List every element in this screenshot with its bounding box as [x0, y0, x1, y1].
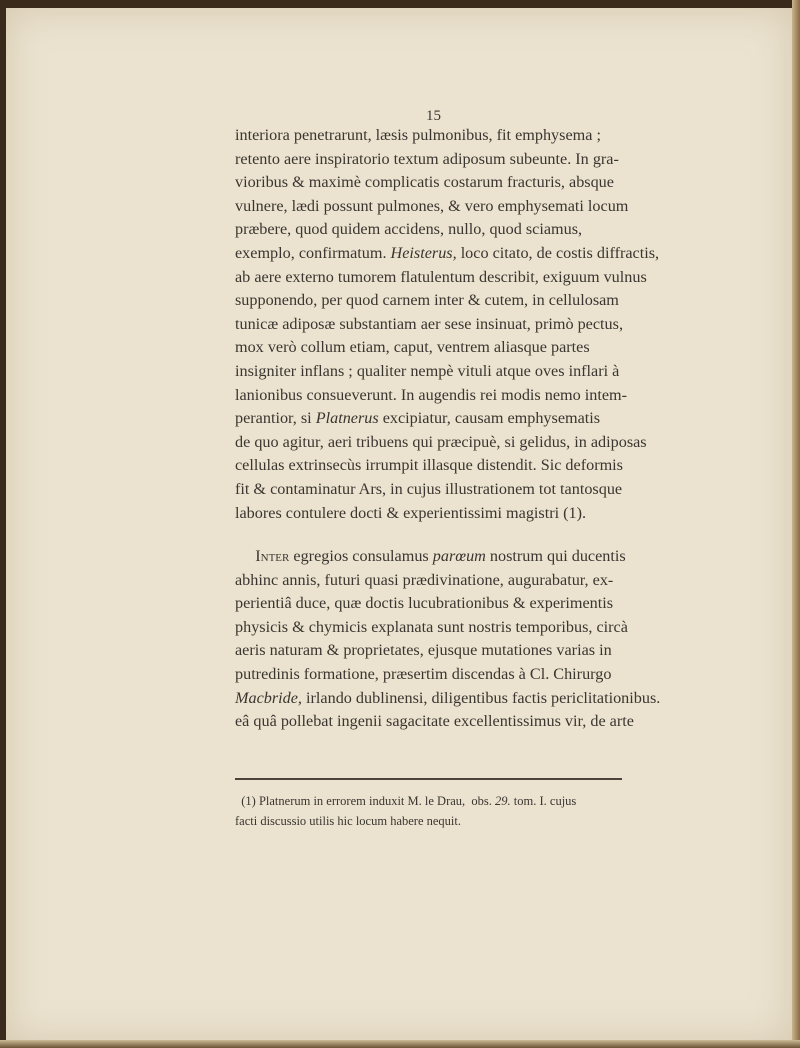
- text-line: lanionibus consueverunt. In augendis rei modis nemo intem-: [235, 385, 628, 404]
- author-name: Platnerus: [315, 409, 379, 428]
- text-span: irlando dublinensi, diligentibus factis periclitationibus.: [306, 688, 661, 707]
- text-line: abhinc annis, futuri quasi prædivinatione, augurabatur, ex-: [235, 570, 614, 589]
- footnote-number: 29.: [495, 794, 511, 808]
- text-line: aeris naturam & proprietates, ejusque mutationes varias in: [235, 641, 612, 660]
- text-line: fit & contaminatur Ars, in cujus illustrationem tot tantosque: [235, 479, 623, 498]
- text-span: tom. I. cujus: [513, 794, 577, 808]
- text-span: exemplo, confirmatum.: [235, 243, 387, 262]
- author-name: Macbride,: [235, 688, 302, 707]
- text-line: tunicæ adiposæ substantiam aer sese insinuat, primò pectus,: [235, 314, 623, 333]
- text-line: insigniter inflans ; qualiter nempè vituli atque oves inflari à: [235, 361, 620, 380]
- page-edge-bottom: [0, 1040, 800, 1048]
- text-line: putredinis formatione, præsertim discendas à Cl. Chirurgo: [235, 665, 612, 684]
- text-line: eâ quâ pollebat ingenii sagacitate excellentissimus vir, de arte: [235, 712, 634, 731]
- text-line: supponendo, per quod carnem inter & cutem, in cellulosam: [235, 291, 619, 310]
- text-line: mox verò collum etiam, caput, ventrem aliasque partes: [235, 338, 590, 357]
- text-span: loco citato, de costis diffractis,: [460, 243, 660, 262]
- text-line: [235, 242, 660, 266]
- text-span: egregios consulamus: [293, 547, 429, 566]
- author-name: parœum: [432, 547, 486, 566]
- text-line: cellulas extrinsecùs irrumpit illasque distendit. Sic deformis: [235, 456, 623, 475]
- text-line: de quo agitur, aeri tribuens qui præcipuè, si gelidus, in adiposas: [235, 432, 647, 451]
- author-name: Heisterus,: [390, 243, 457, 262]
- text-line: [235, 545, 626, 569]
- paragraph-gap: [235, 525, 620, 545]
- text-line: perientiâ duce, quæ doctis lucubrationibus & experimentis: [235, 594, 614, 613]
- text-line: vulnere, lædi possunt pulmones, & vero emphysemati locum: [235, 196, 629, 215]
- text-line: præbere, quod quidem accidens, nullo, quod sciamus,: [235, 220, 583, 239]
- footnote-rule: [235, 778, 622, 780]
- text-line: interiora penetrarunt, læsis pulmonibus, fit emphysema ;: [235, 126, 601, 144]
- text-line: labores contulere docti & experientissimi magistri (1).: [235, 503, 587, 522]
- text-line: vioribus & maximè complicatis costarum fracturis, absque: [235, 173, 614, 192]
- footnote-line: [235, 792, 622, 812]
- paragraph-lead: Inter: [255, 547, 290, 566]
- text-span: excipiatur, causam emphysematis: [382, 409, 601, 428]
- main-text: [235, 124, 661, 734]
- page-edge-right: [792, 0, 800, 1048]
- footnote-line: facti discussio utilis hic locum habere nequit.: [235, 813, 461, 828]
- text-span: (1) Platnerum in errorem induxit M. le Drau,: [241, 794, 466, 808]
- text-line: retento aere inspiratorio textum adiposum subeunte. In gra-: [235, 149, 619, 168]
- book-page: [6, 8, 792, 1042]
- text-line: ab aere externo tumorem flatulentum describit, exiguum vulnus: [235, 267, 647, 286]
- text-span: nostrum qui ducentis: [489, 547, 626, 566]
- page-number: 15: [426, 108, 441, 124]
- text-line: [235, 407, 620, 431]
- footnote: [235, 792, 622, 831]
- text-line: physicis & chymicis explanata sunt nostris temporibus, circà: [235, 617, 628, 636]
- text-line: [235, 687, 661, 711]
- text-span: obs.: [471, 794, 492, 808]
- text-span: perantior, si: [235, 409, 312, 428]
